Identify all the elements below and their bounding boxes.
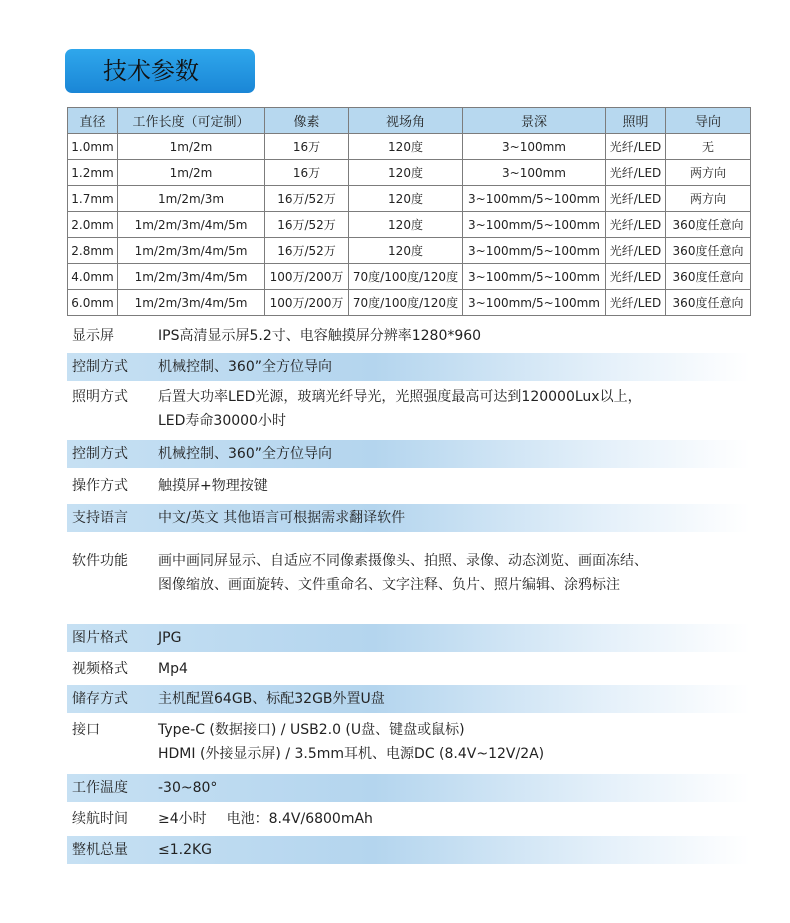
battery-spec-value: 电池：8.4V/6800mAh (226, 811, 373, 827)
cell-pixels: 16万/52万 (265, 212, 349, 238)
cell-fov: 120度 (349, 186, 463, 212)
cell-diameter: 6.0mm (68, 290, 118, 316)
spec-value-line: Type-C (数据接口) / USB2.0 (U盘、键盘或鼠标) (158, 722, 465, 738)
table-header-row (68, 108, 751, 134)
cell-lighting: 光纤/LED (606, 238, 666, 264)
table-row (68, 290, 751, 316)
col-header-diameter: 直径 (68, 108, 118, 134)
spec-value-line: LED寿命30000小时 (158, 413, 286, 429)
spec-label: 显示屏 (72, 328, 114, 344)
cell-steering: 两方向 (666, 186, 751, 212)
cell-dof: 3~100mm/5~100mm (463, 212, 606, 238)
cell-length: 1m/2m/3m/4m/5m (118, 212, 265, 238)
cell-diameter: 1.0mm (68, 134, 118, 160)
cell-dof: 3~100mm (463, 160, 606, 186)
table-row (68, 212, 751, 238)
spec-value: 机械控制、360”全方位导向 (158, 359, 332, 375)
cell-lighting: 光纤/LED (606, 160, 666, 186)
cell-fov: 70度/100度/120度 (349, 290, 463, 316)
spec-row-video-format (67, 655, 750, 683)
spec-label: 控制方式 (72, 446, 128, 462)
table-row (68, 134, 751, 160)
table-row (68, 160, 751, 186)
spec-label: 照明方式 (72, 389, 128, 405)
cell-dof: 3~100mm (463, 134, 606, 160)
cell-fov: 70度/100度/120度 (349, 264, 463, 290)
spec-row-temperature (67, 774, 750, 802)
spec-value: 主机配置64GB、标配32GB外置U盘 (158, 691, 385, 707)
table-row (68, 264, 751, 290)
cell-fov: 120度 (349, 212, 463, 238)
cell-pixels: 16万 (265, 160, 349, 186)
cell-dof: 3~100mm/5~100mm (463, 290, 606, 316)
section-title: 技术参数 (65, 49, 255, 93)
spec-row-weight (67, 836, 750, 864)
spec-label: 控制方式 (72, 359, 128, 375)
cell-dof: 3~100mm/5~100mm (463, 238, 606, 264)
spec-row-software (67, 549, 750, 601)
spec-value (158, 718, 544, 766)
cell-diameter: 4.0mm (68, 264, 118, 290)
cell-pixels: 100万/200万 (265, 290, 349, 316)
spec-row-operation (67, 472, 750, 500)
spec-row-storage (67, 685, 750, 713)
spec-value: ≤1.2KG (158, 842, 213, 858)
spec-row-language (67, 504, 750, 532)
cell-steering: 两方向 (666, 160, 751, 186)
spec-row-image-format (67, 624, 750, 652)
cell-lighting: 光纤/LED (606, 134, 666, 160)
spec-label: 储存方式 (72, 691, 128, 707)
spec-value: 中文/英文 其他语言可根据需求翻译软件 (158, 510, 406, 526)
spec-label: 图片格式 (72, 630, 128, 646)
cell-diameter: 1.7mm (68, 186, 118, 212)
cell-length: 1m/2m/3m/4m/5m (118, 290, 265, 316)
cell-steering: 无 (666, 134, 751, 160)
cell-length: 1m/2m/3m (118, 186, 265, 212)
cell-pixels: 16万/52万 (265, 186, 349, 212)
table-row (68, 238, 751, 264)
cell-diameter: 2.8mm (68, 238, 118, 264)
spec-value: 触摸屏+物理按键 (158, 478, 268, 494)
cell-diameter: 2.0mm (68, 212, 118, 238)
spec-row-lighting (67, 385, 750, 435)
spec-row-display (67, 322, 750, 350)
spec-value-line: 画中画同屏显示、自适应不同像素摄像头、拍照、录像、动态浏览、画面冻结、 (158, 553, 648, 569)
cell-steering: 360度任意向 (666, 212, 751, 238)
cell-fov: 120度 (349, 134, 463, 160)
spec-row-control (67, 353, 750, 381)
spec-value-line: 后置大功率LED光源，玻璃光纤导光，光照强度最高可达到120000Lux以上， (158, 389, 642, 405)
spec-label: 支持语言 (72, 510, 128, 526)
cell-dof: 3~100mm/5~100mm (463, 186, 606, 212)
spec-value: IPS高清显示屏5.2寸、电容触摸屏分辨率1280*960 (158, 328, 482, 344)
spec-value (158, 385, 642, 433)
cell-dof: 3~100mm/5~100mm (463, 264, 606, 290)
battery-life-value: ≥4小时 (158, 811, 207, 827)
spec-value: 机械控制、360”全方位导向 (158, 446, 332, 462)
spec-value-line: 图像缩放、画面旋转、文件重命名、文字注释、负片、照片编辑、涂鸦标注 (158, 577, 620, 593)
cell-fov: 120度 (349, 238, 463, 264)
col-header-length: 工作长度（可定制） (118, 108, 265, 134)
cell-steering: 360度任意向 (666, 290, 751, 316)
spec-label: 工作温度 (72, 780, 128, 796)
cell-pixels: 16万 (265, 134, 349, 160)
spec-row-battery (67, 805, 750, 833)
cell-steering: 360度任意向 (666, 264, 751, 290)
spec-row-control (67, 440, 750, 468)
spec-value (158, 549, 648, 597)
cell-lighting: 光纤/LED (606, 186, 666, 212)
spec-label: 软件功能 (72, 553, 128, 569)
spec-label: 接口 (72, 722, 100, 738)
spec-label: 视频格式 (72, 661, 128, 677)
col-header-pixels: 像素 (265, 108, 349, 134)
spec-row-interface (67, 718, 750, 768)
cell-pixels: 16万/52万 (265, 238, 349, 264)
spec-value: Mp4 (158, 661, 188, 677)
col-header-dof: 景深 (463, 108, 606, 134)
spec-value: JPG (158, 630, 182, 646)
spec-label: 操作方式 (72, 478, 128, 494)
cell-lighting: 光纤/LED (606, 264, 666, 290)
cell-length: 1m/2m (118, 134, 265, 160)
spec-value-line: HDMI (外接显示屏) / 3.5mm耳机、电源DC (8.4V~12V/2A) (158, 746, 545, 762)
cell-length: 1m/2m (118, 160, 265, 186)
spec-value (158, 805, 373, 833)
spec-table (67, 107, 751, 316)
cell-fov: 120度 (349, 160, 463, 186)
cell-pixels: 100万/200万 (265, 264, 349, 290)
cell-length: 1m/2m/3m/4m/5m (118, 238, 265, 264)
table-row (68, 186, 751, 212)
cell-lighting: 光纤/LED (606, 212, 666, 238)
cell-length: 1m/2m/3m/4m/5m (118, 264, 265, 290)
spec-label: 续航时间 (72, 811, 128, 827)
col-header-steering: 导向 (666, 108, 751, 134)
col-header-fov: 视场角 (349, 108, 463, 134)
cell-steering: 360度任意向 (666, 238, 751, 264)
spec-label: 整机总量 (72, 842, 128, 858)
spec-value: -30~80° (158, 780, 218, 796)
col-header-lighting: 照明 (606, 108, 666, 134)
cell-lighting: 光纤/LED (606, 290, 666, 316)
cell-diameter: 1.2mm (68, 160, 118, 186)
